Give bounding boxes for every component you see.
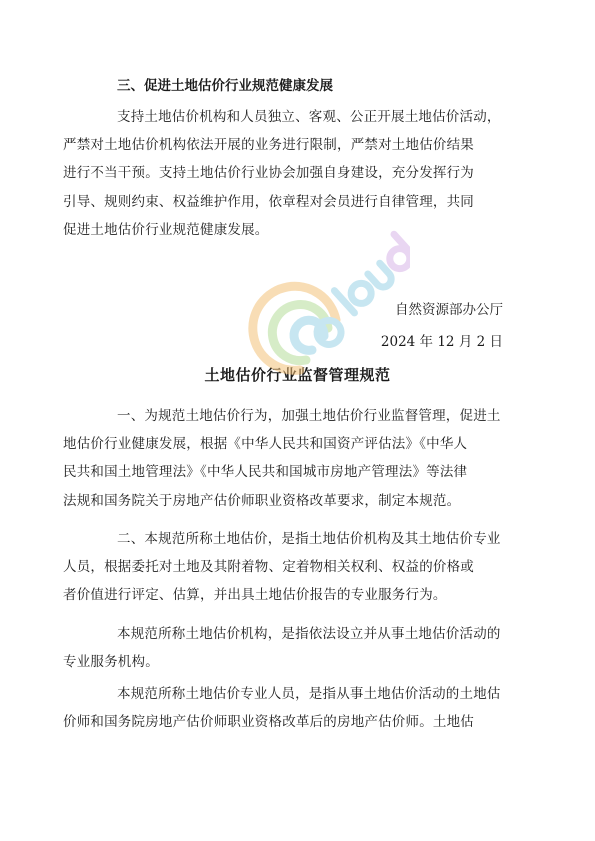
text-line: 支持土地估价机构和人员独立、客观、公正开展土地估价活动， (117, 109, 501, 125)
text-line: 一、为规范土地估价行为，加强土地估价行业监督管理，促进土 (117, 408, 501, 424)
watermark-letter (347, 279, 375, 307)
watermark-letter (312, 315, 346, 349)
watermark-arc (272, 305, 328, 361)
text-line: 引导、规则约束、权益维护作用，依章程对会员进行自律管理，共同 (63, 193, 474, 210)
text-line: 价师和国务院房地产估价师职业资格改革后的房地产估价师。土地估 (63, 714, 474, 731)
issuing-office: 自然资源部办公厅 (395, 302, 503, 318)
section-paragraph (63, 103, 506, 244)
section-heading: 三、促进土地估价行业规范健康发展 (117, 78, 333, 94)
watermark-letter (386, 244, 410, 272)
watermark-letter (368, 263, 395, 290)
text-line: 本规范所称土地估价专业人员，是指从事土地估价活动的土地估 (117, 686, 501, 702)
regulation-paragraph-3 (63, 620, 506, 676)
watermark-letter (334, 291, 354, 313)
text-line: 专业服务机构。 (63, 654, 159, 671)
regulation-paragraph-4 (63, 680, 506, 736)
text-line: 者价值进行评定、估算，并出具土地估价报告的专业服务行为。 (63, 587, 447, 604)
watermark-arc (294, 320, 324, 350)
text-line: 地估价行业健康发展，根据《中华人民共和国资产评估法》《中华人 (63, 436, 468, 453)
document-title: 土地估价行业监督管理规范 (204, 366, 391, 384)
watermark-arc (253, 286, 336, 370)
regulation-paragraph-1 (63, 402, 506, 515)
text-line: 民共和国土地管理法》《中华人民共和国城市房地产管理法》等法律 (63, 464, 468, 481)
text-line: 进行不当干预。支持土地估价行业协会加强自身建设，充分发挥行为 (63, 165, 474, 182)
text-line: 本规范所称土地估价机构，是指依法设立并从事土地估价活动的 (117, 626, 501, 642)
text-line: 促进土地估价行业规范健康发展。 (63, 221, 269, 238)
text-line: 人员，根据委托对土地及其附着物、定着物相关权利、权益的价格或 (63, 559, 474, 576)
text-line: 二、本规范所称土地估价，是指土地估价机构及其土地估价专业 (117, 531, 501, 547)
text-line: 严禁对土地估价机构依法开展的业务进行限制，严禁对土地估价结果 (63, 137, 474, 154)
issue-date: 2024 年 12 月 2 日 (380, 334, 503, 350)
text-line: 法规和国务院关于房地产估价师职业资格改革要求，制定本规范。 (63, 492, 461, 509)
regulation-paragraph-2 (63, 525, 506, 610)
